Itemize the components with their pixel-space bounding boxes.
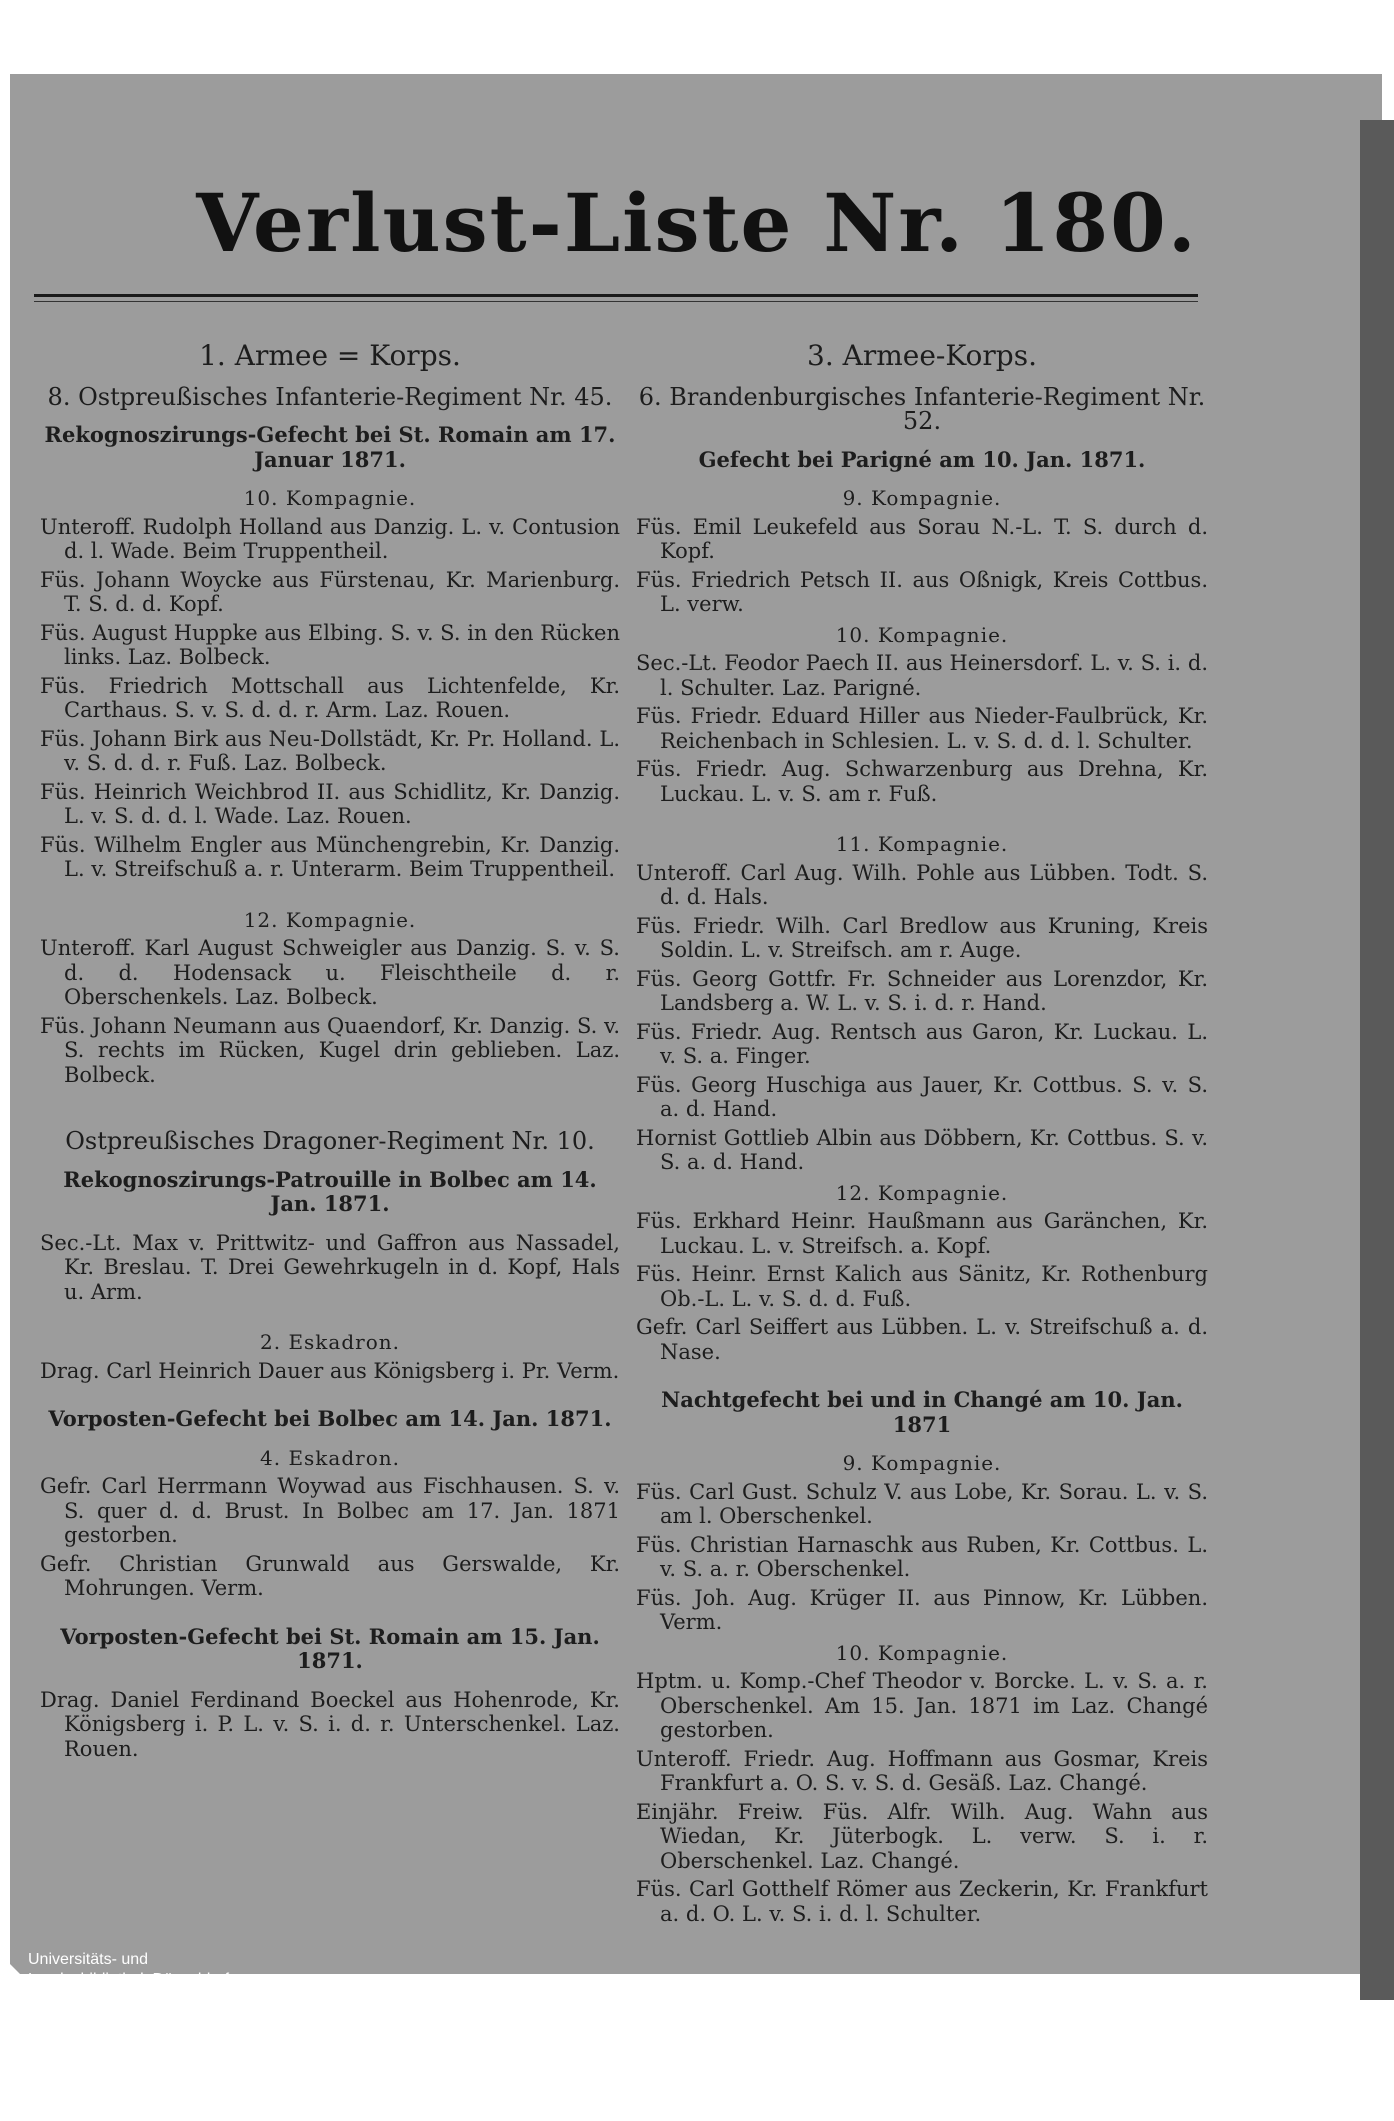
casualty-entry: Unteroff. Rudolph Holland aus Danzig. L. v. Contusion d. l. Wade. Beim Truppentheil. (40, 514, 620, 563)
casualty-entry: Füs. Friedr. Wilh. Carl Bredlow aus Kruning, Kreis Soldin. L. v. Streifsch. am r. Auge. (636, 913, 1208, 962)
company-heading: 10. Kompagnie. (835, 1640, 1009, 1665)
casualty-entry: Sec.-Lt. Max v. Prittwitz- und Gaffron aus Nassadel, Kr. Breslau. T. Drei Gewehrkugeln in d. Kopf, Hals u. Arm. (40, 1230, 620, 1304)
company-heading: 11. Kompagnie. (835, 832, 1009, 856)
casualty-entry: Drag. Carl Heinrich Dauer aus Königsberg i. Pr. Verm. (40, 1358, 620, 1383)
company-heading: 9. Kompagnie. (842, 1451, 1002, 1475)
casualty-entry: Füs. Georg Huschiga aus Jauer, Kr. Cottbus. S. v. S. a. d. Hand. (636, 1072, 1208, 1121)
casualty-entry: Gefr. Christian Grunwald aus Gerswalde, Kr. Mohrungen. Verm. (40, 1551, 620, 1600)
casualty-entry: Füs. Emil Leukefeld aus Sorau N.-L. T. S. durch d. Kopf. (636, 514, 1208, 563)
casualty-entry: Füs. Friedrich Mottschall aus Lichtenfelde, Kr. Carthaus. S. v. S. d. d. r. Arm. Laz. Rouen. (40, 673, 620, 722)
action-heading: Nachtgefecht bei und in Changé am 10. Jan. 1871 (661, 1387, 1183, 1437)
casualty-entry: Füs. Johann Woycke aus Fürstenau, Kr. Marienburg. T. S. d. d. Kopf. (40, 567, 620, 616)
library-logo-text (28, 1950, 229, 1990)
title-rule (34, 294, 1198, 297)
casualty-entry: Füs. Carl Gotthelf Römer aus Zeckerin, Kr. Frankfurt a. d. O. L. v. S. i. d. l. Schulter. (636, 1877, 1208, 1926)
action-heading: Rekognoszirungs-Patrouille in Bolbec am 14. Jan. 1871. (63, 1166, 597, 1216)
casualty-entry: Füs. Friedr. Eduard Hiller aus Nieder-Faulbrück, Kr. Reichenbach in Schlesien. L. v. S. d. d. l. Schulter. (636, 704, 1208, 753)
company-heading: 10. Kompagnie. (835, 622, 1009, 647)
casualty-entry: Füs. Erkhard Heinr. Haußmann aus Garänchen, Kr. Luckau. L. v. Streifsch. a. Kopf. (636, 1209, 1208, 1258)
action-heading: Vorposten-Gefecht bei St. Romain am 15. Jan. 1871. (60, 1623, 600, 1673)
casualty-entry: Füs. August Huppke aus Elbing. S. v. S. in den Rücken links. Laz. Bolbeck. (40, 620, 620, 669)
action-heading: Gefecht bei Parigné am 10. Jan. 1871. (698, 446, 1146, 472)
logo-line-2: Landesbibliothek Düsseldorf (28, 1971, 230, 1988)
logo-line-1: Universitäts- und (28, 1951, 149, 1968)
left-column (40, 336, 620, 1765)
casualty-entry: Gefr. Carl Herrmann Woywad aus Fischhausen. S. v. S. quer d. d. Brust. In Bolbec am 17. Jan. 1871 gestorben. (40, 1474, 620, 1547)
company-heading: 9. Kompagnie. (842, 486, 1002, 510)
action-heading: Rekognoszirungs-Gefecht bei St. Romain am 17. Januar 1871. (44, 422, 616, 472)
regiment-heading: 6. Brandenburgisches Infanterie-Regiment Nr. 52. (638, 382, 1206, 435)
casualty-entry: Füs. Christian Harnaschk aus Ruben, Kr. Cottbus. L. v. S. a. r. Oberschenkel. (636, 1532, 1208, 1581)
library-logo (0, 1948, 300, 1998)
casualty-entry: Füs. Friedr. Aug. Rentsch aus Garon, Kr. Luckau. L. v. S. a. Finger. (636, 1019, 1208, 1068)
squadron-heading: 4. Eskadron. (260, 1445, 400, 1470)
casualty-entry: Unteroff. Carl Aug. Wilh. Pohle aus Lübben. Todt. S. d. d. Hals. (636, 860, 1208, 909)
casualty-entry: Hornist Gottlieb Albin aus Döbbern, Kr. Cottbus. S. v. S. a. d. Hand. (636, 1125, 1208, 1174)
casualty-entry: Füs. Heinrich Weichbrod II. aus Schidlitz, Kr. Danzig. L. v. S. d. d. l. Wade. Laz. Rouen. (40, 779, 620, 828)
casualty-entry: Füs. Wilhelm Engler aus Münchengrebin, Kr. Danzig. L. v. Streifschuß a. r. Unterarm. Beim Truppentheil. (40, 832, 620, 881)
corps-heading: 1. Armee = Korps. (199, 339, 461, 372)
library-logo-icon (0, 1954, 22, 1998)
page-title: Verlust-Liste Nr. 180. (196, 176, 1198, 270)
company-heading: 10. Kompagnie. (243, 486, 417, 510)
casualty-entry: Füs. Friedr. Aug. Schwarzenburg aus Drehna, Kr. Luckau. L. v. S. am r. Fuß. (636, 757, 1208, 806)
casualty-entry: Füs. Johann Neumann aus Quaendorf, Kr. Danzig. S. v. S. rechts im Rücken, Kugel drin geblieben. Laz. Bolbeck. (40, 1013, 621, 1087)
casualty-entry: Füs. Carl Gust. Schulz V. aus Lobe, Kr. Sorau. L. v. S. am l. Oberschenkel. (636, 1479, 1208, 1528)
regiment-heading: Ostpreußisches Dragoner-Regiment Nr. 10. (65, 1127, 595, 1155)
corps-heading: 3. Armee-Korps. (807, 339, 1037, 372)
title-rule-thin (34, 301, 1198, 302)
casualty-entry: Füs. Friedrich Petsch II. aus Oßnigk, Kreis Cottbus. L. verw. (636, 567, 1208, 616)
regiment-heading: 8. Ostpreußisches Infanterie-Regiment Nr. 45. (47, 382, 613, 411)
casualty-entry: Drag. Daniel Ferdinand Boeckel aus Hohenrode, Kr. Königsberg i. P. L. v. S. i. d. r. Unterschenkel. Laz. Rouen. (40, 1687, 620, 1761)
casualty-entry: Einjähr. Freiw. Füs. Alfr. Wilh. Aug. Wahn aus Wiedan, Kr. Jüterbogk. L. verw. S. i. r. Oberschenkel. Laz. Changé. (636, 1799, 1208, 1873)
casualty-entry: Gefr. Carl Seiffert aus Lübben. L. v. Streifschuß a. d. Nase. (636, 1315, 1208, 1364)
casualty-entry: Füs. Joh. Aug. Krüger II. aus Pinnow, Kr. Lübben. Verm. (636, 1585, 1208, 1634)
casualty-entry: Unteroff. Friedr. Aug. Hoffmann aus Gosmar, Kreis Frankfurt a. O. S. v. S. d. Gesäß. Laz. Changé. (636, 1746, 1208, 1795)
casualty-entry: Füs. Georg Gottfr. Fr. Schneider aus Lorenzdor, Kr. Landsberg a. W. L. v. S. i. d. r. Hand. (636, 966, 1208, 1015)
casualty-entry: Füs. Heinr. Ernst Kalich aus Sänitz, Kr. Rothenburg Ob.-L. L. v. S. d. d. Fuß. (636, 1262, 1208, 1311)
company-heading: 12. Kompagnie. (835, 1180, 1009, 1205)
casualty-entry: Hptm. u. Komp.-Chef Theodor v. Borcke. L. v. S. a. r. Oberschenkel. Am 15. Jan. 1871 im Laz. Changé gestorben. (636, 1669, 1208, 1742)
squadron-heading: 2. Eskadron. (260, 1330, 400, 1354)
company-heading: 12. Kompagnie. (243, 907, 417, 932)
action-heading: Vorposten-Gefecht bei Bolbec am 14. Jan. 1871. (48, 1406, 612, 1431)
page-edge-shadow (1360, 120, 1394, 2000)
casualty-entry: Füs. Johann Birk aus Neu-Dollstädt, Kr. Pr. Holland. L. v. S. d. d. r. Fuß. Laz. Bolbeck. (40, 726, 620, 775)
right-column (636, 336, 1208, 1930)
casualty-entry: Sec.-Lt. Feodor Paech II. aus Heinersdorf. L. v. S. i. d. l. Schulter. Laz. Parigné. (636, 651, 1208, 700)
casualty-entry: Unteroff. Karl August Schweigler aus Danzig. S. v. S. d. d. Hodensack u. Fleischtheile d. r. Oberschenkels. Laz. Bolbeck. (40, 936, 620, 1009)
